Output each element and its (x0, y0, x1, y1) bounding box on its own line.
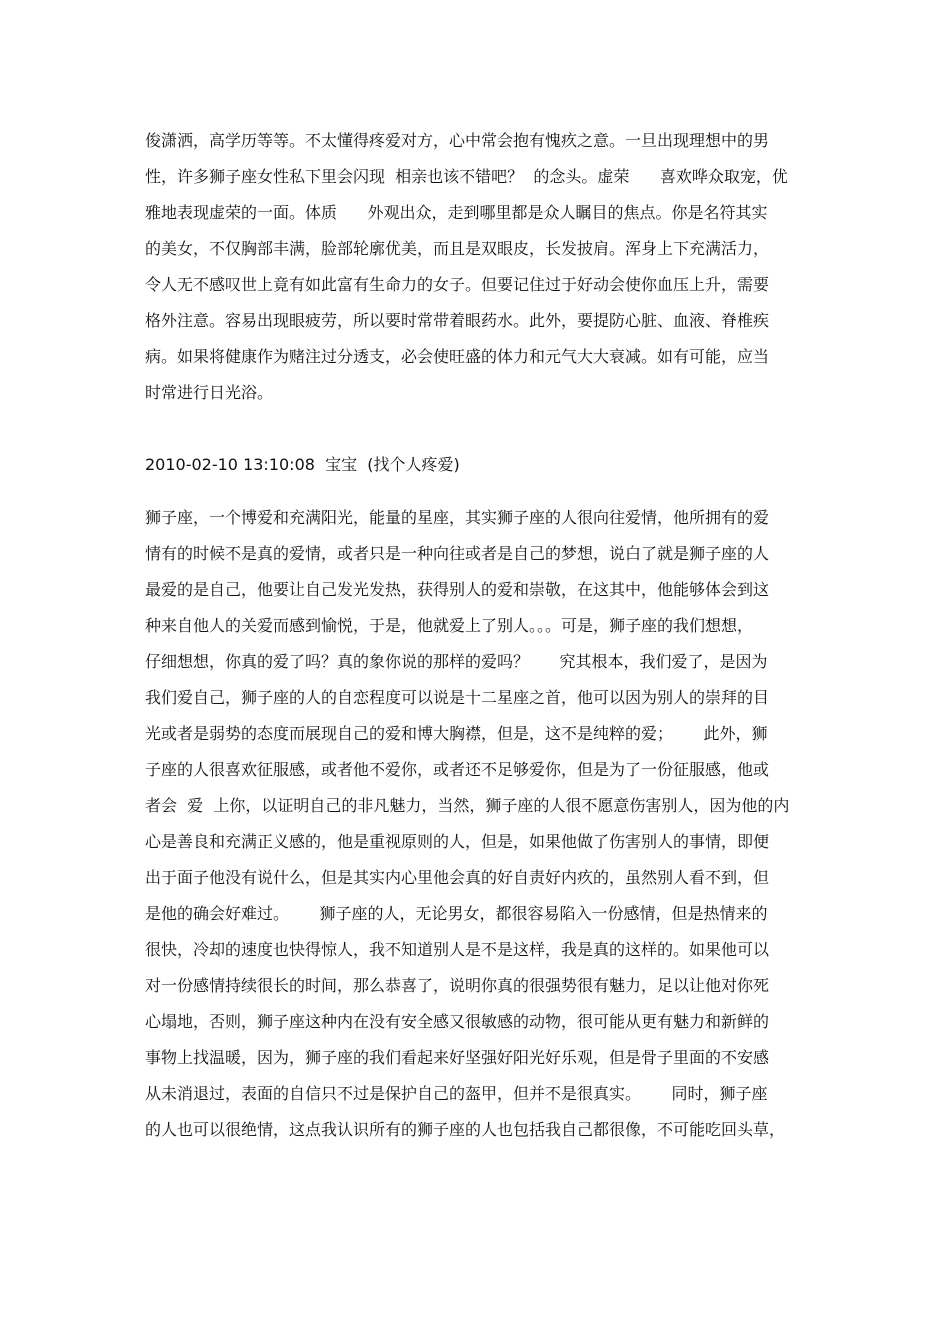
text-line: 格外注意。容易出现眼疲劳，所以要时常带着眼药水。此外，要提防心脏、血液、脊椎疾 (145, 311, 770, 330)
text-line: 的人也可以很绝情，这点我认识所有的狮子座的人也包括我自己都很像，不可能吃回头草， (145, 1120, 786, 1139)
text-line: 者会 爱 上你，以证明自己的非凡魅力，当然，狮子座的人很不愿意伤害别人，因为他的内 (145, 796, 790, 815)
text-line: 对一份感情持续很长的时间，那么恭喜了，说明你真的很强势很有魅力，足以让他对你死 (145, 976, 770, 995)
text-line: 从未消退过，表面的自信只不过是保护自己的盔甲，但并不是很真实。 同时，狮子座 (145, 1084, 768, 1103)
text-line: 心是善良和充满正义感的，他是重视原则的人，但是，如果他做了伤害别人的事情，即便 (145, 832, 770, 851)
text-line: 我们爱自己，狮子座的人的自恋程度可以说是十二星座之首，他可以因为别人的崇拜的目 (145, 688, 770, 707)
text-line: 俊潇洒，高学历等等。不太懂得疼爱对方，心中常会抱有愧疚之意。一旦出现理想中的男 (145, 131, 770, 150)
text-line: 很快，冷却的速度也快得惊人，我不知道别人是不是这样，我是真的这样的。如果他可以 (145, 940, 770, 959)
text-line: 心塌地，否则，狮子座这种内在没有安全感又很敏感的动物，很可能从更有魅力和新鲜的 (145, 1012, 770, 1031)
text-line: 时常进行日光浴。 (145, 383, 274, 402)
text-line: 令人无不感叹世上竟有如此富有生命力的女子。但要记住过于好动会使你血压上升，需要 (145, 275, 770, 294)
text-line: 仔细想想，你真的爱了吗？真的象你说的那样的爱吗？ 究其根本，我们爱了，是因为 (145, 652, 768, 671)
text-line: 的美女，不仅胸部丰满，脸部轮廓优美，而且是双眼皮，长发披肩。浑身上下充满活力， (145, 239, 770, 258)
text-line: 情有的时候不是真的爱情，或者只是一种向往或者是自己的梦想，说白了就是狮子座的人 (145, 544, 770, 563)
text-line: 是他的确会好难过。 狮子座的人，无论男女，都很容易陷入一份感情，但是热情来的 (145, 904, 768, 923)
text-line: 光或者是弱势的态度而展现自己的爱和博大胸襟，但是，这不是纯粹的爱； 此外，狮 (145, 724, 768, 743)
post-header: 2010-02-10 13:10:08 宝宝 (找个人疼爱) (145, 455, 460, 474)
text-line: 最爱的是自己，他要让自己发光发热，获得别人的爱和崇敬，在这其中，他能够体会到这 (145, 580, 770, 599)
text-line: 病。如果将健康作为赌注过分透支，必会使旺盛的体力和元气大大衰减。如有可能，应当 (145, 347, 770, 366)
text-line: 出于面子他没有说什么，但是其实内心里他会真的好自责好内疚的，虽然别人看不到，但 (145, 868, 770, 887)
text-line: 狮子座，一个博爱和充满阳光，能量的星座，其实狮子座的人很向往爱情，他所拥有的爱 (145, 508, 770, 527)
text-line: 雅地表现虚荣的一面。体质 外观出众，走到哪里都是众人瞩目的焦点。你是名符其实 (145, 203, 768, 222)
text-line: 子座的人很喜欢征服感，或者他不爱你，或者还不足够爱你，但是为了一份征服感，他或 (145, 760, 770, 779)
text-line: 事物上找温暖，因为，狮子座的我们看起来好坚强好阳光好乐观，但是骨子里面的不安感 (145, 1048, 770, 1067)
text-line: 种来自他人的关爱而感到愉悦，于是，他就爱上了别人。。。可是，狮子座的我们想想， (145, 616, 754, 635)
text-line: 性，许多狮子座女性私下里会闪现 相亲也该不错吧？ 的念头。虚荣 喜欢哗众取宠，优 (145, 167, 788, 186)
